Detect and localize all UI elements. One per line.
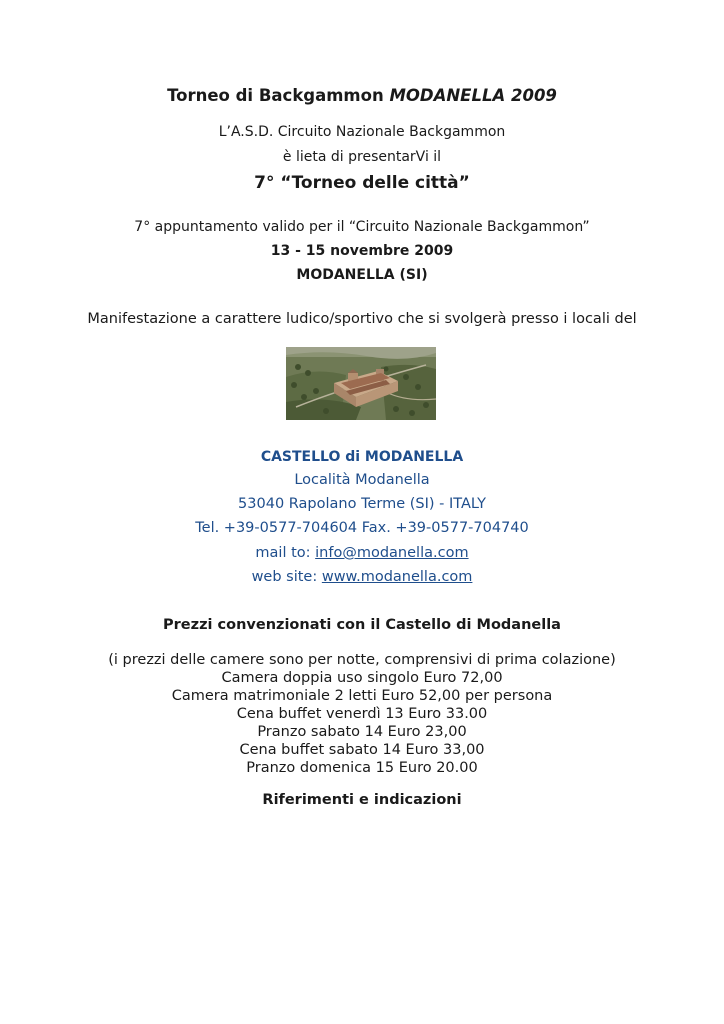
price-item: Camera matrimoniale 2 letti Euro 52,00 per persona [171, 688, 553, 704]
title-emphasis: MODANELLA 2009 [389, 86, 557, 105]
price-item: Pranzo sabato 14 Euro 23,00 [257, 724, 467, 740]
venue-phone: Tel. +39-0577-704604 Fax. +39-0577-704740 [195, 520, 529, 536]
event-description: Manifestazione a carattere ludico/sportivo che si svolgerà presso i locali del [87, 311, 637, 327]
intro-line-2: è lieta di presentarVi il [282, 149, 442, 165]
event-dates: 13 - 15 novembre 2009 [270, 243, 454, 259]
venue-web-link[interactable]: www.modanella.com [321, 569, 473, 585]
venue-mail-link[interactable]: info@modanella.com [315, 545, 469, 561]
castle-photo [286, 347, 436, 420]
venue-name: CASTELLO di MODANELLA [260, 449, 464, 465]
price-item: Cena buffet sabato 14 Euro 33,00 [239, 742, 485, 758]
document-title [0, 86, 724, 105]
intro-line-1: L’A.S.D. Circuito Nazionale Backgammon [218, 124, 506, 140]
venue-address: 53040 Rapolano Terme (SI) - ITALY [238, 496, 486, 512]
venue-web-line [0, 569, 724, 585]
venue-locality: Località Modanella [294, 472, 430, 488]
prices-heading: Prezzi convenzionati con il Castello di Modanella [163, 617, 561, 633]
price-item: Pranzo domenica 15 Euro 20.00 [246, 760, 478, 776]
venue-mail-line [0, 545, 724, 561]
event-appointment: 7° appuntamento valido per il “Circuito Nazionale Backgammon” [134, 219, 590, 235]
venue-web-label: web site: [251, 569, 322, 585]
event-name: 7° “Torneo delle città” [254, 173, 470, 193]
prices-list [0, 651, 724, 777]
price-note: (i prezzi delle camere sono per notte, comprensivi di prima colazione) [108, 652, 616, 668]
references-heading: Riferimenti e indicazioni [262, 792, 462, 808]
venue-mail-label: mail to: [255, 545, 316, 561]
event-place: MODANELLA (SI) [296, 267, 428, 283]
price-item: Cena buffet venerdì 13 Euro 33.00 [236, 706, 488, 722]
title-prefix: Torneo di Backgammon [167, 86, 390, 105]
price-item: Camera doppia uso singolo Euro 72,00 [221, 670, 503, 686]
